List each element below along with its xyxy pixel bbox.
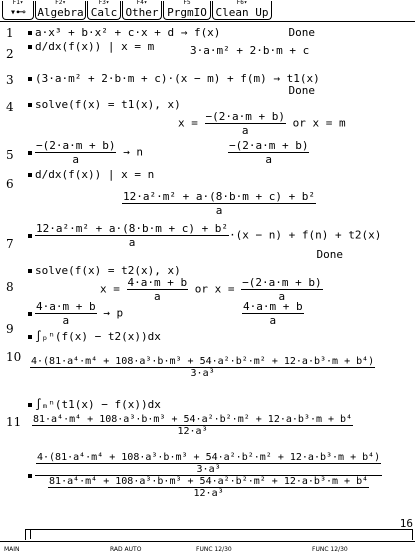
entry-bullet-icon bbox=[28, 474, 32, 478]
denominator: a bbox=[62, 314, 70, 327]
button-label: Clean Up bbox=[215, 6, 269, 19]
history-input[interactable] bbox=[28, 330, 161, 343]
fkey-label: F5 bbox=[183, 0, 191, 6]
line-number: 1 bbox=[6, 26, 14, 40]
denominator: a bbox=[153, 290, 161, 303]
toolbar-button-calc[interactable] bbox=[87, 1, 121, 20]
entry-bullet-icon bbox=[28, 45, 32, 49]
numerator: 4·a·m + b bbox=[243, 300, 303, 313]
entry-bullet-icon bbox=[28, 403, 32, 407]
status-mode: MAIN bbox=[4, 546, 20, 553]
history-result[interactable]: Done bbox=[288, 26, 315, 39]
numerator: −(2·a·m + b) bbox=[229, 139, 309, 152]
input-fraction bbox=[35, 222, 229, 249]
fkey-label: F3▾ bbox=[98, 0, 110, 6]
input-text: (3·a·m² + 2·b·m + c)·(x − m) + f(m) → t1(x) bbox=[35, 72, 320, 85]
numerator: 4·a·m + b bbox=[127, 276, 188, 289]
input-fraction bbox=[48, 476, 369, 499]
history-result[interactable]: 3·a·m² + 2·b·m + c bbox=[190, 44, 310, 57]
denominator: a bbox=[265, 153, 273, 166]
history-result[interactable] bbox=[122, 190, 316, 217]
history-input[interactable] bbox=[28, 398, 161, 411]
history-result[interactable]: Done bbox=[288, 84, 315, 97]
result-text: x = bbox=[178, 116, 198, 130]
fkey-label: F1▾ bbox=[12, 0, 24, 6]
toolbar-button-prgmio[interactable] bbox=[163, 1, 211, 20]
numerator: −(2·a·m + b) bbox=[36, 139, 116, 152]
toolbar-button-cleanup[interactable] bbox=[212, 1, 272, 20]
input-text: ·(x − n) + f(n) + t2(x) bbox=[229, 228, 382, 242]
denominator: 12·a³ bbox=[193, 488, 224, 499]
denominator: a bbox=[269, 314, 277, 327]
history-result[interactable]: Done bbox=[316, 248, 343, 261]
history-input[interactable] bbox=[28, 72, 320, 85]
entry-bullet-icon bbox=[28, 31, 32, 35]
entry-line-input[interactable] bbox=[25, 529, 413, 540]
toolbar-button-other[interactable] bbox=[122, 1, 162, 20]
result-fraction bbox=[122, 190, 316, 217]
history-input[interactable] bbox=[28, 222, 381, 249]
input-fraction bbox=[35, 300, 97, 327]
line-number: 3 bbox=[6, 73, 14, 87]
toolbar-button-f1[interactable] bbox=[2, 1, 34, 20]
denominator: a bbox=[215, 204, 223, 217]
history-input[interactable] bbox=[28, 452, 382, 499]
input-text: d/dx(f(x)) | x = n bbox=[35, 168, 155, 181]
line-number: 2 bbox=[6, 47, 14, 61]
result-fraction bbox=[32, 414, 353, 437]
entry-bullet-icon bbox=[28, 151, 32, 155]
result-fraction bbox=[127, 276, 189, 303]
status-func: FUNC 12/30 bbox=[312, 546, 348, 553]
entry-bullet-icon bbox=[28, 335, 32, 339]
input-text: → n bbox=[123, 145, 143, 159]
toolbar-button-algebra[interactable] bbox=[35, 1, 86, 20]
line-number: 5 bbox=[6, 148, 14, 162]
history-result[interactable]: 16 bbox=[399, 517, 413, 530]
history-result[interactable]: x = $\frac{4\cdot a\cdot m + b}{a}$ or x = $\frac{-(2\cdot a\cdot m + b)}{a}$ bbox=[100, 276, 322, 303]
numerator: 81·a⁴·m⁴ + 108·a³·b·m³ + 54·a²·b²·m² + 12·a·b³·m + b⁴ bbox=[33, 414, 353, 425]
history-result[interactable] bbox=[178, 110, 346, 137]
line-number: 4 bbox=[6, 100, 14, 114]
input-fraction bbox=[36, 452, 381, 475]
input-text: d/dx(f(x)) | x = m bbox=[35, 40, 155, 53]
numerator bbox=[35, 452, 382, 476]
history-result[interactable] bbox=[30, 356, 375, 379]
fkey-label: F6▾ bbox=[236, 0, 248, 6]
input-text: ∫ₘⁿ(t1(x) − f(x))dx bbox=[35, 398, 161, 411]
history-input[interactable] bbox=[28, 168, 154, 181]
toolbar bbox=[0, 0, 415, 22]
result-fraction bbox=[30, 356, 375, 379]
result-text: or x = bbox=[194, 282, 235, 296]
input-compound-fraction bbox=[35, 452, 382, 499]
text-cursor bbox=[30, 530, 31, 539]
button-label: PrgmIO bbox=[167, 6, 207, 19]
denominator: a bbox=[128, 236, 136, 249]
input-text: solve(f(x) = t1(x), x) bbox=[35, 98, 181, 111]
fkey-label: F4▾ bbox=[136, 0, 148, 6]
entry-bullet-icon bbox=[28, 269, 32, 273]
toolbar-divider bbox=[0, 21, 415, 22]
line-number: 8 bbox=[6, 280, 14, 294]
result-fraction bbox=[241, 276, 322, 303]
history-result[interactable] bbox=[228, 139, 309, 166]
history-input[interactable] bbox=[28, 139, 143, 166]
status-angle: RAD AUTO bbox=[110, 546, 142, 553]
line-number: 7 bbox=[6, 237, 14, 251]
input-text: solve(f(x) = t2(x), x) bbox=[35, 264, 181, 277]
history-result[interactable] bbox=[32, 414, 353, 437]
result-fraction bbox=[242, 300, 304, 327]
button-label: Algebra bbox=[37, 6, 84, 19]
numerator: 81·a⁴·m⁴ + 108·a³·b·m³ + 54·a²·b²·m² + 12·a·b³·m + b⁴ bbox=[49, 476, 369, 487]
line-number: 9 bbox=[6, 322, 14, 336]
line-number: 10 bbox=[6, 350, 22, 364]
denominator: 3·a³ bbox=[196, 464, 221, 475]
numerator: −(2·a·m + b) bbox=[205, 110, 285, 123]
entry-bullet-icon bbox=[28, 234, 32, 238]
tools-icon: ▾⊷ bbox=[9, 7, 27, 18]
history-input[interactable] bbox=[28, 300, 123, 327]
denominator: a bbox=[278, 290, 286, 303]
input-text: ∫ₚⁿ(f(x) − t2(x))dx bbox=[35, 330, 161, 343]
denominator: a bbox=[72, 153, 80, 166]
line-number: 11 bbox=[6, 415, 22, 429]
input-text: a·x³ + b·x² + c·x + d → f(x) bbox=[35, 26, 221, 39]
history-result[interactable] bbox=[242, 300, 304, 327]
line-number: 6 bbox=[6, 177, 14, 191]
entry-bullet-icon bbox=[28, 312, 32, 316]
denominator: a bbox=[241, 124, 249, 137]
status-bar bbox=[0, 541, 415, 557]
input-fraction bbox=[35, 139, 116, 166]
numerator: 4·(81·a⁴·m⁴ + 108·a³·b·m³ + 54·a²·b²·m² + 12·a·b³·m + b⁴) bbox=[37, 452, 381, 463]
numerator: 12·a²·m² + a·(8·b·m + c) + b² bbox=[36, 222, 229, 235]
button-label: Calc bbox=[90, 6, 118, 19]
numerator: 12·a²·m² + a·(8·b·m + c) + b² bbox=[123, 190, 316, 203]
numerator: 4·(81·a⁴·m⁴ + 108·a³·b·m³ + 54·a²·b²·m² + 12·a·b³·m + b⁴) bbox=[31, 356, 375, 367]
entry-bullet-icon bbox=[28, 173, 32, 177]
result-text: or x = m bbox=[292, 116, 346, 130]
numerator: −(2·a·m + b) bbox=[242, 276, 322, 289]
numerator: 4·a·m + b bbox=[36, 300, 96, 313]
fkey-label: F2▾ bbox=[55, 0, 66, 6]
entry-bullet-icon bbox=[28, 103, 32, 107]
denominator: 3·a³ bbox=[190, 368, 215, 379]
denominator: 12·a³ bbox=[177, 426, 208, 437]
history-input[interactable] bbox=[28, 40, 154, 53]
result-fraction bbox=[205, 110, 286, 137]
status-func: FUNC 12/30 bbox=[196, 546, 232, 553]
button-label: Other bbox=[125, 6, 159, 19]
history-input[interactable] bbox=[28, 26, 220, 39]
result-fraction bbox=[228, 139, 309, 166]
denominator bbox=[35, 476, 382, 499]
entry-bullet-icon bbox=[28, 77, 32, 81]
history-input[interactable] bbox=[28, 98, 181, 111]
input-text: → p bbox=[103, 306, 124, 320]
